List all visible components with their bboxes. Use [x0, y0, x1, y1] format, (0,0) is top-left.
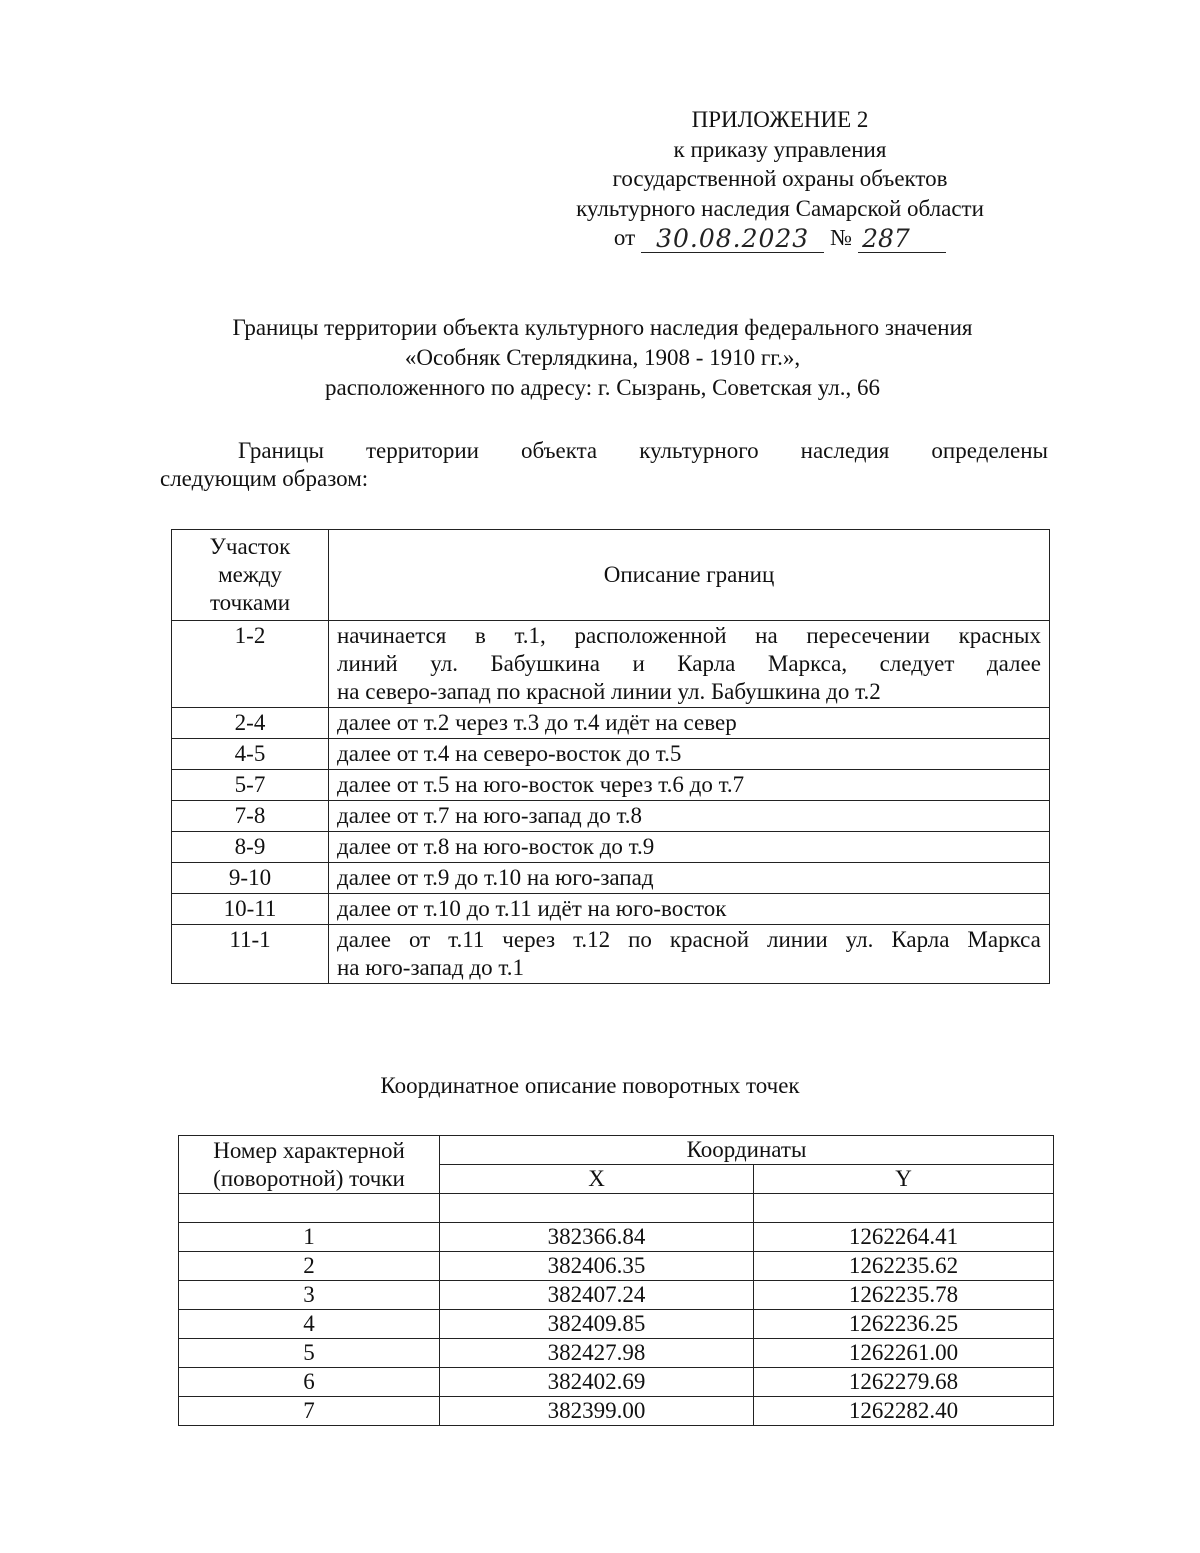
description-word: далее	[986, 651, 1041, 676]
title-line-3: расположенного по адресу: г. Сызрань, Советская ул., 66	[325, 375, 880, 400]
intro-word: наследия	[800, 438, 890, 463]
description-cell	[329, 621, 1050, 708]
description-word: красных	[958, 623, 1041, 648]
boundary-row	[172, 832, 1050, 863]
x-coordinate-cell: 382366.84	[440, 1223, 754, 1252]
point-number-header	[179, 1136, 440, 1194]
segment-header	[172, 530, 329, 621]
segment-header-line: Участок	[209, 534, 291, 559]
coordinate-row	[179, 1368, 1054, 1397]
description-word: красной	[669, 927, 750, 952]
intro-word: объекта	[521, 438, 598, 463]
intro-word: территории	[366, 438, 479, 463]
boundary-row	[172, 708, 1050, 739]
boundary-row	[172, 801, 1050, 832]
segment-cell: 10-11	[172, 894, 329, 925]
coordinate-row	[179, 1339, 1054, 1368]
point-number-cell: 3	[179, 1281, 440, 1310]
boundary-row	[172, 621, 1050, 708]
x-coordinate-cell: 382427.98	[440, 1339, 754, 1368]
description-word: т.12	[573, 927, 611, 952]
y-coordinate-cell: 1262235.78	[754, 1281, 1054, 1310]
description-line	[337, 622, 1041, 650]
segment-cell: 1-2	[172, 621, 329, 708]
y-coordinate-cell: 1262236.25	[754, 1310, 1054, 1339]
document-title	[100, 313, 1105, 403]
point-number-cell: 6	[179, 1368, 440, 1397]
description-word: Карла	[677, 651, 736, 676]
intro-line-1	[160, 437, 1048, 465]
coordinate-row	[179, 1252, 1054, 1281]
appendix-line-1: к приказу управления	[673, 136, 887, 162]
x-coordinate-cell: 382407.24	[440, 1281, 754, 1310]
point-number-cell: 4	[179, 1310, 440, 1339]
description-word: Маркса,	[767, 651, 848, 676]
description-word: далее	[337, 927, 392, 952]
y-coordinate-cell: 1262264.41	[754, 1223, 1054, 1252]
segment-header-line: точками	[209, 590, 291, 615]
description-cell: далее от т.4 на северо-восток до т.5	[329, 739, 1050, 770]
description-word: начинается	[337, 623, 447, 648]
coordinate-row	[179, 1310, 1054, 1339]
description-word: т.1,	[514, 623, 546, 648]
blank-cell	[754, 1194, 1054, 1223]
description-header: Описание границ	[329, 530, 1050, 621]
appendix-line-2: государственной охраны объектов	[612, 166, 948, 191]
segment-cell: 11-1	[172, 925, 329, 984]
coordinate-row	[179, 1223, 1054, 1252]
description-cell: далее от т.8 на юго-восток до т.9	[329, 832, 1050, 863]
x-coordinate-cell: 382409.85	[440, 1310, 754, 1339]
description-word: на	[755, 623, 778, 648]
segment-cell: 7-8	[172, 801, 329, 832]
point-number-cell: 1	[179, 1223, 440, 1252]
x-coordinate-cell: 382402.69	[440, 1368, 754, 1397]
appendix-heading: ПРИЛОЖЕНИЕ 2	[691, 107, 869, 132]
boundary-row	[172, 739, 1050, 770]
coordinate-row	[179, 1397, 1054, 1426]
x-coordinate-cell: 382399.00	[440, 1397, 754, 1426]
coordinates-body	[179, 1194, 1054, 1426]
segment-cell: 4-5	[172, 739, 329, 770]
point-number-cell: 7	[179, 1397, 440, 1426]
description-word: расположенной	[574, 623, 727, 648]
description-word: ул.	[430, 651, 458, 676]
segment-cell: 5-7	[172, 770, 329, 801]
intro-word: культурного	[639, 438, 759, 463]
boundary-row	[172, 863, 1050, 894]
intro-line-2: следующим образом:	[160, 466, 369, 491]
description-line: на юго-запад до т.1	[337, 955, 524, 980]
coordinates-title: Координатное описание поворотных точек	[380, 1073, 800, 1098]
description-cell: далее от т.2 через т.3 до т.4 идёт на север	[329, 708, 1050, 739]
date-prefix: от	[613, 225, 636, 250]
coordinate-row	[179, 1281, 1054, 1310]
coordinates-table	[178, 1135, 1054, 1426]
boundaries-header-row	[172, 530, 1050, 621]
blank-cell	[179, 1194, 440, 1223]
description-word: Карла	[891, 927, 950, 952]
boundary-row	[172, 894, 1050, 925]
intro-word: Границы	[238, 438, 324, 463]
y-header: Y	[754, 1165, 1054, 1194]
description-word: через	[502, 927, 556, 952]
boundary-row	[172, 925, 1050, 984]
segment-header-line: между	[218, 562, 282, 587]
x-header: X	[440, 1165, 754, 1194]
number-prefix: №	[830, 225, 853, 250]
point-number-cell: 5	[179, 1339, 440, 1368]
point-number-cell: 2	[179, 1252, 440, 1281]
description-word: по	[628, 927, 652, 952]
description-line	[337, 650, 1041, 678]
segment-cell: 9-10	[172, 863, 329, 894]
description-word: Бабушкина	[490, 651, 600, 676]
description-word: линий	[337, 651, 398, 676]
segment-cell: 2-4	[172, 708, 329, 739]
y-coordinate-cell: 1262279.68	[754, 1368, 1054, 1397]
boundary-row	[172, 770, 1050, 801]
description-cell: далее от т.9 до т.10 на юго-запад	[329, 863, 1050, 894]
description-line: на северо-запад по красной линии ул. Бабушкина до т.2	[337, 679, 881, 704]
description-word: и	[632, 651, 645, 676]
description-word: следует	[879, 651, 955, 676]
coordinates-header: Координаты	[440, 1136, 1054, 1165]
description-cell: далее от т.5 на юго-восток через т.6 до т.7	[329, 770, 1050, 801]
description-cell: далее от т.7 на юго-запад до т.8	[329, 801, 1050, 832]
blank-cell	[440, 1194, 754, 1223]
boundaries-table	[171, 529, 1050, 984]
description-word: Маркса	[967, 927, 1041, 952]
order-date-line	[520, 223, 1040, 253]
description-word: пересечении	[806, 623, 930, 648]
title-line-1: Границы территории объекта культурного наследия федерального значения	[232, 315, 973, 340]
description-word: в	[474, 623, 486, 648]
y-coordinate-cell: 1262235.62	[754, 1252, 1054, 1281]
description-cell: далее от т.10 до т.11 идёт на юго-восток	[329, 894, 1050, 925]
point-header-line: Номер характерной	[213, 1137, 405, 1163]
intro-word: определены	[931, 438, 1048, 463]
appendix-line-3: культурного наследия Самарской области	[576, 195, 984, 221]
title-line-2: «Особняк Стерлядкина, 1908 - 1910 гг.»,	[404, 345, 801, 370]
segment-cell: 8-9	[172, 832, 329, 863]
coordinates-header-row	[179, 1136, 1054, 1165]
handwritten-number: 287	[858, 226, 946, 253]
handwritten-date: 30.08.2023	[641, 226, 824, 253]
boundaries-body	[172, 621, 1050, 984]
y-coordinate-cell: 1262282.40	[754, 1397, 1054, 1426]
description-cell	[329, 925, 1050, 984]
description-word: линии	[767, 927, 828, 952]
description-word: т.11	[448, 927, 485, 952]
description-line	[337, 926, 1041, 954]
blank-row	[179, 1194, 1054, 1223]
intro-paragraph	[160, 437, 1048, 493]
y-coordinate-cell: 1262261.00	[754, 1339, 1054, 1368]
appendix-header	[520, 105, 1040, 253]
description-word: ул.	[845, 927, 874, 952]
description-word: от	[408, 927, 431, 952]
x-coordinate-cell: 382406.35	[440, 1252, 754, 1281]
point-header-line: (поворотной) точки	[213, 1165, 405, 1191]
